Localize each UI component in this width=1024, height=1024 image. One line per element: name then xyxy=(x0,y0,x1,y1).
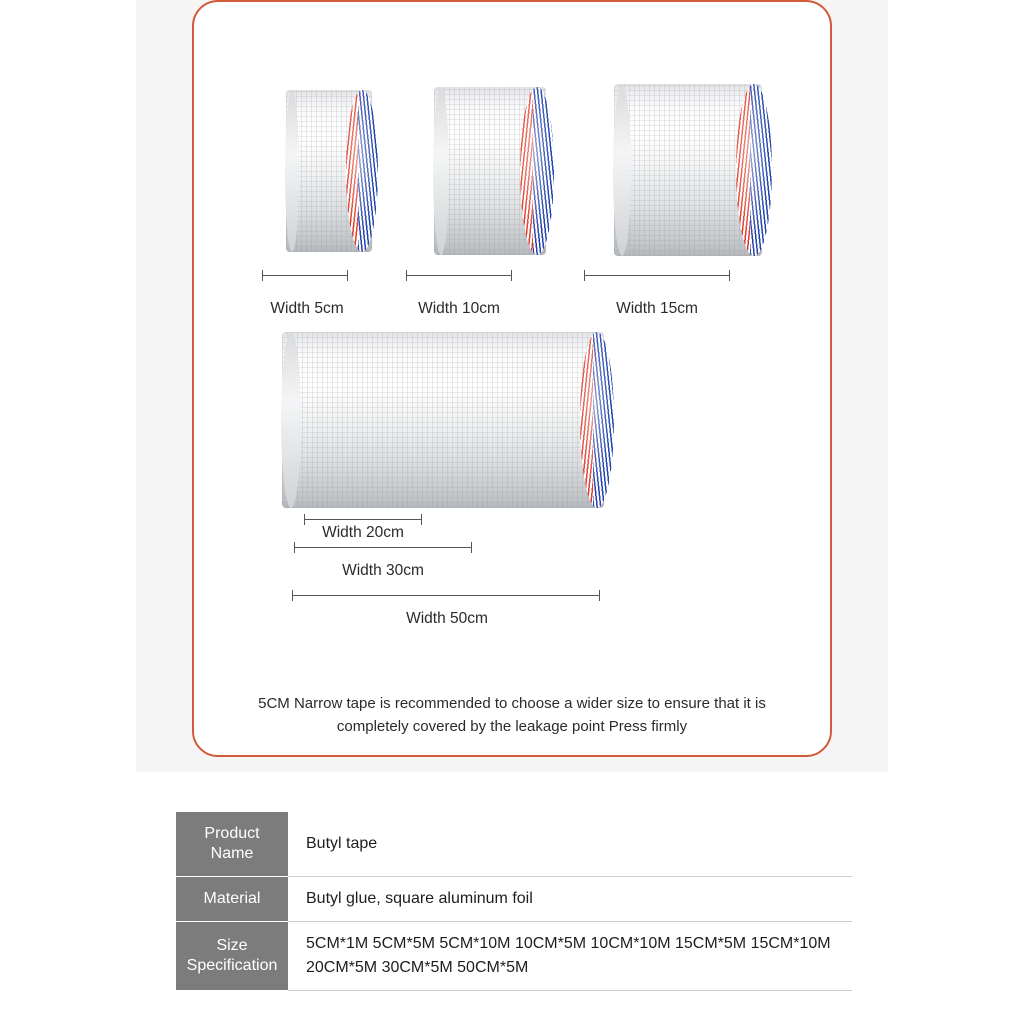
roll-end-cap xyxy=(346,90,378,252)
spec-value-material: Butyl glue, square aluminum foil xyxy=(288,877,852,922)
measure-tick-right xyxy=(471,542,472,553)
roll-texture xyxy=(282,332,604,508)
measure-tick-right xyxy=(599,590,600,601)
roll-end-cap xyxy=(520,87,554,255)
measure-line xyxy=(262,275,348,276)
measure-line xyxy=(584,275,730,276)
measure-bar-15cm xyxy=(584,270,730,280)
spec-key-material: Material xyxy=(176,877,288,922)
spec-key-product-name: Product Name xyxy=(176,812,288,877)
roll-left-edge xyxy=(285,90,299,252)
roll-label-5cm: Width 5cm xyxy=(270,300,344,317)
roll-cap-highlight xyxy=(520,87,554,255)
roll-end-cap xyxy=(580,332,614,508)
roll-cap-highlight xyxy=(580,332,614,508)
measure-tick-left xyxy=(406,270,407,281)
spec-value-size-specification: 5CM*1M 5CM*5M 5CM*10M 10CM*5M 10CM*10M 15CM*5M 15CM*10M 20CM*5M 30CM*5M 50CM*5M xyxy=(288,922,852,991)
measure-bar-50cm xyxy=(292,590,600,600)
measure-tick-left xyxy=(294,542,295,553)
tape-roll-wide xyxy=(282,332,614,508)
measure-bar-10cm xyxy=(406,270,512,280)
product-image-panel-background xyxy=(136,0,888,772)
tape-roll-15cm xyxy=(614,84,772,256)
measure-tick-right xyxy=(511,270,512,281)
measure-bar-5cm xyxy=(262,270,348,280)
roll-left-edge xyxy=(613,84,631,256)
measure-tick-right xyxy=(347,270,348,281)
roll-end-cap xyxy=(736,84,772,256)
roll-cap-highlight xyxy=(736,84,772,256)
product-image-panel xyxy=(192,0,832,757)
measure-bar-30cm xyxy=(294,542,472,552)
tape-roll-5cm xyxy=(286,90,378,252)
roll-label-20cm: Width 20cm xyxy=(322,524,404,541)
table-row xyxy=(176,877,852,922)
roll-label-50cm: Width 50cm xyxy=(406,610,488,627)
measure-tick-left xyxy=(584,270,585,281)
roll-label-15cm: Width 15cm xyxy=(616,300,698,317)
roll-label-30cm: Width 30cm xyxy=(342,562,424,579)
table-row xyxy=(176,812,852,877)
table-row xyxy=(176,922,852,991)
spec-value-product-name: Butyl tape xyxy=(288,812,852,877)
usage-note: 5CM Narrow tape is recommended to choose a wider size to ensure that it is completely covered by the leakage point Press firmly xyxy=(258,695,766,735)
measure-line xyxy=(304,519,422,520)
measure-tick-right xyxy=(729,270,730,281)
roll-label-10cm: Width 10cm xyxy=(418,300,500,317)
measure-line xyxy=(292,595,600,596)
measure-line xyxy=(294,547,472,548)
tape-roll-10cm xyxy=(434,87,554,255)
measure-tick-left xyxy=(262,270,263,281)
product-spec-table xyxy=(176,812,852,991)
roll-cap-highlight xyxy=(346,90,378,252)
spec-key-size-specification: Size Specification xyxy=(176,922,288,991)
measure-tick-left xyxy=(292,590,293,601)
measure-line xyxy=(406,275,512,276)
roll-left-edge xyxy=(433,87,449,255)
roll-left-edge xyxy=(281,332,301,508)
measure-bar-20cm xyxy=(304,514,422,524)
